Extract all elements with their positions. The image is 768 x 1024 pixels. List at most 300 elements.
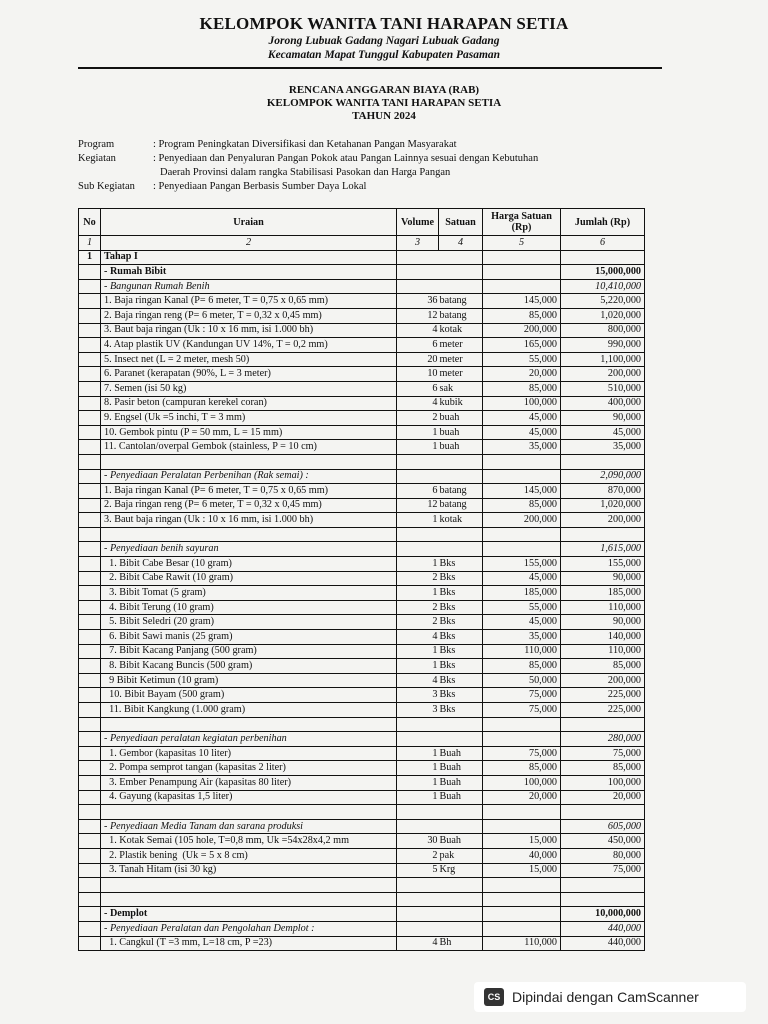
cell-volume: 1 [397,746,439,761]
cell-no [79,732,101,747]
table-row [79,250,645,265]
watermark-text: Dipindai dengan CamScanner [512,989,699,1005]
cell-harga: 110,000 [483,644,561,659]
table-row [79,411,645,426]
cell-no [79,381,101,396]
cell-harga [483,454,561,469]
table-row [79,907,645,922]
cell-harga: 185,000 [483,586,561,601]
cell-harga: 75,000 [483,703,561,718]
cell-satuan [439,279,483,294]
colnum-harga: 5 [483,236,561,251]
table-row [79,659,645,674]
table-row [79,878,645,893]
cell-volume: 12 [397,498,439,513]
cell-uraian: 5. Bibit Seledri (20 gram) [101,615,397,630]
cell-satuan: meter [439,352,483,367]
cell-harga: 15,000 [483,863,561,878]
col-header-satuan: Satuan [439,209,483,236]
cell-harga: 40,000 [483,848,561,863]
cell-jumlah: 140,000 [561,630,645,645]
table-row [79,381,645,396]
cell-volume [397,921,439,936]
cell-harga: 165,000 [483,338,561,353]
table-row [79,279,645,294]
cell-harga: 45,000 [483,425,561,440]
cell-no [79,308,101,323]
cell-harga: 55,000 [483,352,561,367]
cell-volume: 10 [397,367,439,382]
cell-jumlah [561,454,645,469]
cell-satuan: Bks [439,600,483,615]
table-row [79,834,645,849]
cell-satuan: kotak [439,513,483,528]
table-row [79,542,645,557]
cell-satuan: Bh [439,936,483,951]
cell-jumlah: 200,000 [561,367,645,382]
cell-volume: 6 [397,484,439,499]
cell-volume: 20 [397,352,439,367]
cell-jumlah: 990,000 [561,338,645,353]
cell-volume: 4 [397,936,439,951]
cell-uraian: - Demplot [101,907,397,922]
table-header-row [79,209,645,236]
cell-no [79,498,101,513]
cell-no [79,557,101,572]
cell-uraian: 2. Baja ringan reng (P= 6 meter, T = 0,32 x 0,45 mm) [101,308,397,323]
cell-no [79,527,101,542]
col-header-no: No [79,209,101,236]
kegiatan-label: Kegiatan [78,153,116,164]
cell-jumlah: 200,000 [561,513,645,528]
col-header-jumlah: Jumlah (Rp) [561,209,645,236]
table-colnum-row [79,236,645,251]
cell-no [79,338,101,353]
cell-satuan: Bks [439,615,483,630]
cell-jumlah: 1,100,000 [561,352,645,367]
cell-satuan: batang [439,294,483,309]
cell-uraian: 3. Baut baja ringan (Uk : 10 x 16 mm, isi 1.000 bh) [101,323,397,338]
cell-no [79,323,101,338]
cell-satuan: kubik [439,396,483,411]
cell-uraian: 1. Kotak Semai (105 hole, T=0,8 mm, Uk =54x28x4,2 mm [101,834,397,849]
cell-uraian: 2. Bibit Cabe Rawit (10 gram) [101,571,397,586]
table-row [79,936,645,951]
cell-jumlah: 110,000 [561,644,645,659]
cell-volume: 5 [397,863,439,878]
cell-jumlah: 510,000 [561,381,645,396]
cell-no [79,513,101,528]
cell-no [79,703,101,718]
table-body [79,250,645,951]
cell-jumlah: 90,000 [561,571,645,586]
cell-jumlah: 1,615,000 [561,542,645,557]
table-row [79,308,645,323]
cell-uraian: 7. Semen (isi 50 kg) [101,381,397,396]
cell-no [79,878,101,893]
table-row [79,469,645,484]
doc-title-1: RENCANA ANGGARAN BIAYA (RAB) [288,84,480,96]
cell-volume: 1 [397,557,439,572]
cell-jumlah: 450,000 [561,834,645,849]
cell-volume [397,819,439,834]
cell-jumlah: 10,410,000 [561,279,645,294]
cell-uraian: 11. Cantolan/overpal Gembok (stainless, P = 10 cm) [101,440,397,455]
cell-no [79,936,101,951]
cell-uraian: 1. Cangkul (T =3 mm, L=18 cm, P =23) [101,936,397,951]
cell-volume: 30 [397,834,439,849]
cell-volume: 4 [397,396,439,411]
cell-satuan: Buah [439,775,483,790]
program-value: : Program Peningkatan Diversifikasi dan Ketahanan Pangan Masyarakat [153,139,457,150]
cell-uraian: 6. Bibit Sawi manis (25 gram) [101,630,397,645]
table-row [79,352,645,367]
cell-no [79,615,101,630]
cell-satuan [439,907,483,922]
cell-jumlah: 75,000 [561,863,645,878]
cell-satuan: sak [439,381,483,396]
cell-uraian: - Rumah Bibit [101,265,397,280]
cell-harga: 75,000 [483,746,561,761]
cell-volume: 2 [397,571,439,586]
table-row [79,600,645,615]
cell-no [79,761,101,776]
cell-satuan: Buah [439,761,483,776]
cell-jumlah: 80,000 [561,848,645,863]
cell-jumlah: 20,000 [561,790,645,805]
cell-jumlah [561,527,645,542]
cell-no [79,352,101,367]
table-row [79,615,645,630]
cell-harga: 45,000 [483,411,561,426]
cell-harga [483,469,561,484]
cell-jumlah: 90,000 [561,411,645,426]
cell-jumlah: 1,020,000 [561,308,645,323]
cell-harga [483,907,561,922]
col-header-harga: Harga Satuan (Rp) [483,209,561,236]
cell-satuan: buah [439,411,483,426]
cell-jumlah: 110,000 [561,600,645,615]
cell-harga: 200,000 [483,323,561,338]
table-row [79,644,645,659]
cell-satuan: Buah [439,790,483,805]
cell-harga [483,878,561,893]
cell-uraian [101,892,397,907]
cell-jumlah [561,892,645,907]
cell-harga: 100,000 [483,775,561,790]
cell-harga [483,279,561,294]
cell-satuan [439,892,483,907]
cell-volume: 1 [397,644,439,659]
cell-uraian: 3. Bibit Tomat (5 gram) [101,586,397,601]
cell-no [79,265,101,280]
cell-no [79,644,101,659]
cell-uraian: - Penyediaan Peralatan dan Pengolahan Demplot : [101,921,397,936]
cell-uraian: 9. Engsel (Uk =5 inchi, T = 3 mm) [101,411,397,426]
cell-uraian: - Penyediaan benih sayuran [101,542,397,557]
cell-satuan: Bks [439,630,483,645]
address-line-2: Kecamatan Mapat Tunggul Kabupaten Pasaman [267,49,501,61]
cell-satuan: Bks [439,673,483,688]
cell-uraian: - Penyediaan peralatan kegiatan perbenihan [101,732,397,747]
table-row [79,425,645,440]
cell-no [79,848,101,863]
cell-harga: 20,000 [483,790,561,805]
cell-uraian: 5. Insect net (L = 2 meter, mesh 50) [101,352,397,367]
table-row [79,717,645,732]
cell-jumlah: 10,000,000 [561,907,645,922]
cell-satuan [439,542,483,557]
cell-jumlah: 1,020,000 [561,498,645,513]
cell-satuan [439,732,483,747]
cell-satuan [439,527,483,542]
cell-jumlah: 225,000 [561,703,645,718]
cell-no [79,396,101,411]
cell-harga: 15,000 [483,834,561,849]
cell-volume: 1 [397,659,439,674]
cell-jumlah: 85,000 [561,761,645,776]
kegiatan-value-1: : Penyediaan dan Penyaluran Pangan Pokok atau Pangan Lainnya sesuai dengan Kebutuhan [153,153,539,164]
cell-no [79,863,101,878]
cell-satuan: buah [439,440,483,455]
cell-harga: 85,000 [483,761,561,776]
cell-no [79,294,101,309]
cell-satuan: buah [439,425,483,440]
cell-volume [397,717,439,732]
cell-jumlah: 75,000 [561,746,645,761]
cell-harga: 145,000 [483,484,561,499]
cell-jumlah: 155,000 [561,557,645,572]
table-row [79,586,645,601]
colnum-volume: 3 [397,236,439,251]
cell-volume: 1 [397,425,439,440]
cell-volume [397,878,439,893]
cell-no [79,921,101,936]
cell-no [79,819,101,834]
table-row [79,703,645,718]
cell-satuan: Buah [439,746,483,761]
table-row [79,863,645,878]
cell-harga [483,250,561,265]
cell-harga: 45,000 [483,615,561,630]
table-row [79,454,645,469]
cell-volume: 4 [397,323,439,338]
program-label: Program [78,139,115,150]
cell-satuan: batang [439,498,483,513]
table-row [79,484,645,499]
cell-satuan: Buah [439,834,483,849]
cell-uraian: 10. Gembok pintu (P = 50 mm, L = 15 mm) [101,425,397,440]
cell-volume: 1 [397,513,439,528]
cell-no: 1 [79,250,101,265]
cell-volume: 1 [397,586,439,601]
cell-jumlah: 15,000,000 [561,265,645,280]
cell-uraian: 2. Plastik bening (Uk = 5 x 8 cm) [101,848,397,863]
doc-title-2: KELOMPOK WANITA TANI HARAPAN SETIA [266,97,502,109]
cell-volume: 12 [397,308,439,323]
cell-volume: 1 [397,790,439,805]
cell-no [79,542,101,557]
cell-no [79,454,101,469]
colnum-jumlah: 6 [561,236,645,251]
cell-no [79,717,101,732]
cell-uraian: 11. Bibit Kangkung (1.000 gram) [101,703,397,718]
cell-harga: 35,000 [483,630,561,645]
table-row [79,338,645,353]
cell-satuan: Bks [439,571,483,586]
table-row [79,819,645,834]
cell-satuan: meter [439,338,483,353]
cell-satuan [439,250,483,265]
cell-no [79,440,101,455]
camscanner-logo-icon: CS [484,988,504,1006]
cell-uraian: 8. Pasir beton (campuran kerekel coran) [101,396,397,411]
cell-no [79,659,101,674]
cell-volume [397,542,439,557]
cell-satuan [439,454,483,469]
table-row [79,367,645,382]
cell-volume: 6 [397,338,439,353]
cell-satuan: pak [439,848,483,863]
cell-harga: 155,000 [483,557,561,572]
rab-table [78,208,645,951]
cell-no [79,586,101,601]
colnum-uraian: 2 [101,236,397,251]
cell-harga: 85,000 [483,308,561,323]
cell-satuan: Bks [439,703,483,718]
table-row [79,805,645,820]
cell-jumlah [561,717,645,732]
table-row [79,775,645,790]
cell-volume [397,250,439,265]
cell-harga [483,819,561,834]
cell-satuan: batang [439,308,483,323]
cell-uraian: 4. Bibit Terung (10 gram) [101,600,397,615]
header-divider [78,67,662,69]
cell-uraian: 1. Baja ringan Kanal (P= 6 meter, T = 0,75 x 0,65 mm) [101,484,397,499]
cell-no [79,279,101,294]
cell-jumlah: 870,000 [561,484,645,499]
cell-jumlah: 280,000 [561,732,645,747]
cell-harga [483,732,561,747]
cell-jumlah: 440,000 [561,936,645,951]
cell-harga [483,527,561,542]
cell-uraian: - Penyediaan Peralatan Perbenihan (Rak semai) : [101,469,397,484]
sub-kegiatan-label: Sub Kegiatan [78,181,135,192]
cell-harga [483,542,561,557]
cell-satuan: batang [439,484,483,499]
cell-jumlah [561,805,645,820]
cell-jumlah: 605,000 [561,819,645,834]
cell-volume: 2 [397,848,439,863]
cell-harga [483,921,561,936]
table-row [79,527,645,542]
cell-uraian [101,717,397,732]
cell-no [79,746,101,761]
cell-harga: 85,000 [483,381,561,396]
cell-no [79,469,101,484]
cell-satuan [439,717,483,732]
cell-harga: 85,000 [483,659,561,674]
cell-no [79,673,101,688]
cell-uraian [101,527,397,542]
cell-satuan [439,469,483,484]
cell-jumlah: 185,000 [561,586,645,601]
cell-volume: 2 [397,615,439,630]
cell-no [79,688,101,703]
cell-volume [397,279,439,294]
colnum-no: 1 [79,236,101,251]
cell-no [79,892,101,907]
cell-volume: 1 [397,440,439,455]
table-row [79,498,645,513]
cell-satuan: meter [439,367,483,382]
cell-uraian: - Penyediaan Media Tanam dan sarana produksi [101,819,397,834]
cell-volume [397,892,439,907]
cell-volume [397,907,439,922]
cell-no [79,630,101,645]
cell-no [79,425,101,440]
table-row [79,921,645,936]
cell-harga [483,805,561,820]
cell-harga [483,717,561,732]
cell-satuan [439,805,483,820]
cell-uraian [101,878,397,893]
cell-jumlah: 200,000 [561,673,645,688]
cell-volume: 2 [397,600,439,615]
cell-no [79,907,101,922]
cell-satuan: kotak [439,323,483,338]
cell-volume [397,732,439,747]
col-header-volume: Volume [397,209,439,236]
cell-satuan [439,878,483,893]
cell-harga: 85,000 [483,498,561,513]
table-row [79,513,645,528]
cell-uraian: 3. Baut baja ringan (Uk : 10 x 16 mm, isi 1.000 bh) [101,513,397,528]
doc-title-3: TAHUN 2024 [352,110,416,122]
cell-uraian: 7. Bibit Kacang Panjang (500 gram) [101,644,397,659]
cell-satuan [439,819,483,834]
cell-harga: 50,000 [483,673,561,688]
cell-satuan [439,265,483,280]
camscanner-watermark [474,982,746,1012]
table-row [79,761,645,776]
cell-volume: 4 [397,673,439,688]
cell-jumlah: 800,000 [561,323,645,338]
cell-volume: 4 [397,630,439,645]
table-row [79,746,645,761]
cell-volume [397,454,439,469]
table-row [79,440,645,455]
cell-no [79,775,101,790]
org-title: KELOMPOK WANITA TANI HARAPAN SETIA [199,14,569,33]
cell-harga: 45,000 [483,571,561,586]
cell-volume: 36 [397,294,439,309]
cell-uraian: - Bangunan Rumah Benih [101,279,397,294]
kegiatan-value-2: Daerah Provinsi dalam rangka Stabilisasi Pasokan dan Harga Pangan [160,167,451,178]
cell-harga: 20,000 [483,367,561,382]
cell-uraian: 3. Ember Penampung Air (kapasitas 80 liter) [101,775,397,790]
cell-volume: 6 [397,381,439,396]
table-row [79,848,645,863]
cell-uraian: 4. Gayung (kapasitas 1,5 liter) [101,790,397,805]
cell-uraian: 8. Bibit Kacang Buncis (500 gram) [101,659,397,674]
cell-uraian: 4. Atap plastik UV (Kandungan UV 14%, T = 0,2 mm) [101,338,397,353]
cell-harga: 75,000 [483,688,561,703]
cell-jumlah: 90,000 [561,615,645,630]
cell-satuan: Bks [439,659,483,674]
table-row [79,571,645,586]
